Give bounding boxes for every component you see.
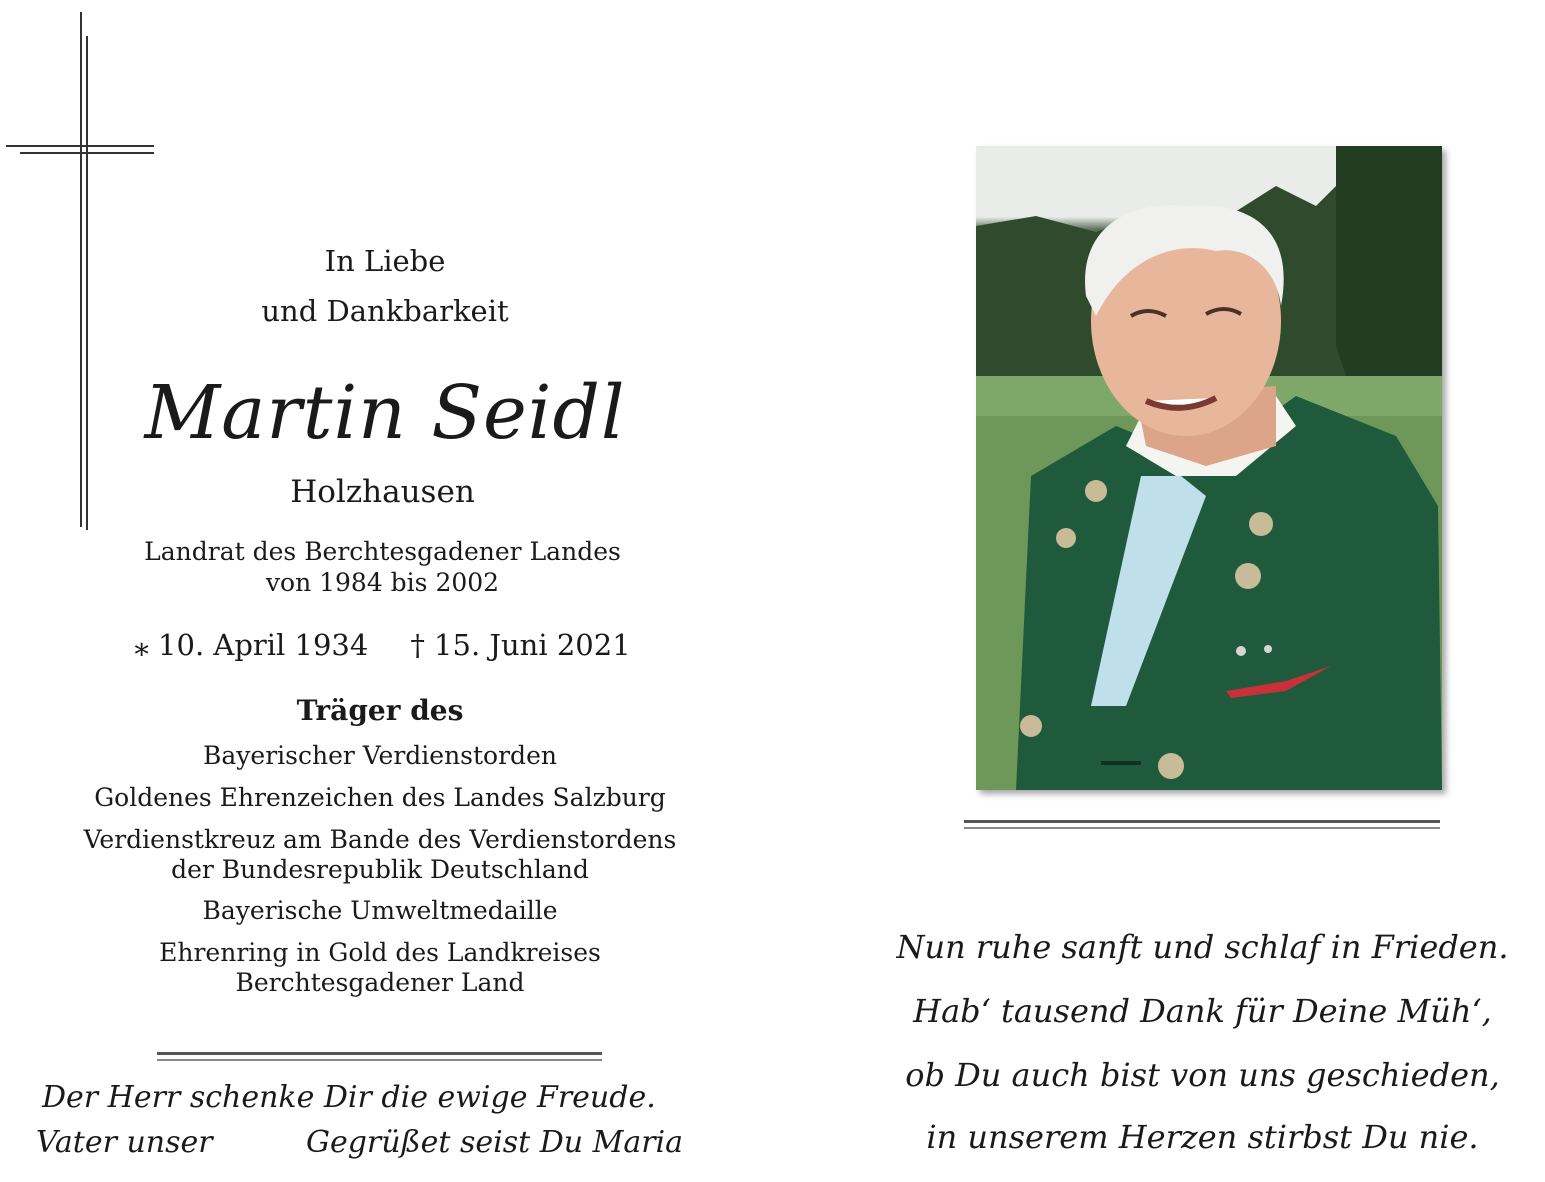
cross-horizontal-bar [6,145,154,147]
prayer-ave-maria: Gegrüßet seist Du Maria [306,1125,684,1160]
divider-right [964,820,1440,823]
poem-line: Nun ruhe sanft und schlaf in Frieden. [896,928,1509,966]
honor-item: Bayerische Umweltmedaille [202,896,558,925]
death-date: † 15. Juni 2021 [410,628,631,662]
office-line-2: von 1984 bis 2002 [265,568,500,597]
hometown: Holzhausen [290,474,475,510]
divider-left-inner [157,1059,602,1061]
honor-item: Verdienstkreuz am Bande des Verdienstordens [83,825,677,854]
portrait-illustration [976,146,1442,790]
poem-line: in unserem Herzen stirbst Du nie. [926,1118,1479,1156]
honor-item: Berchtesgadener Land [235,968,525,997]
office-line-1: Landrat des Berchtesgadener Landes [144,537,621,566]
prayer-line: Der Herr schenke Dir die ewige Freude. [42,1080,656,1115]
honors-title: Träger des [296,694,464,727]
poem-line: Hab‘ tausend Dank für Deine Müh‘, [913,992,1492,1030]
divider-left [157,1052,602,1055]
portrait-photo [976,146,1442,790]
intro-line-1: In Liebe [324,244,446,278]
prayer-vater-unser: Vater unser [36,1125,213,1160]
poem-line: ob Du auch bist von uns geschieden, [905,1056,1500,1094]
deceased-name: Martin Seidl [144,370,626,456]
cross-horizontal-bar-inner [20,152,154,154]
honor-item: Ehrenring in Gold des Landkreises [159,938,601,967]
honor-item: Goldenes Ehrenzeichen des Landes Salzburg [94,783,666,812]
honor-item: der Bundesrepublik Deutschland [171,855,589,884]
intro-line-2: und Dankbarkeit [261,294,509,328]
honor-item: Bayerischer Verdienstorden [203,741,557,770]
birth-date: ⁎ 10. April 1934 [134,628,369,662]
life-dates [100,628,665,662]
divider-right-inner [964,827,1440,829]
